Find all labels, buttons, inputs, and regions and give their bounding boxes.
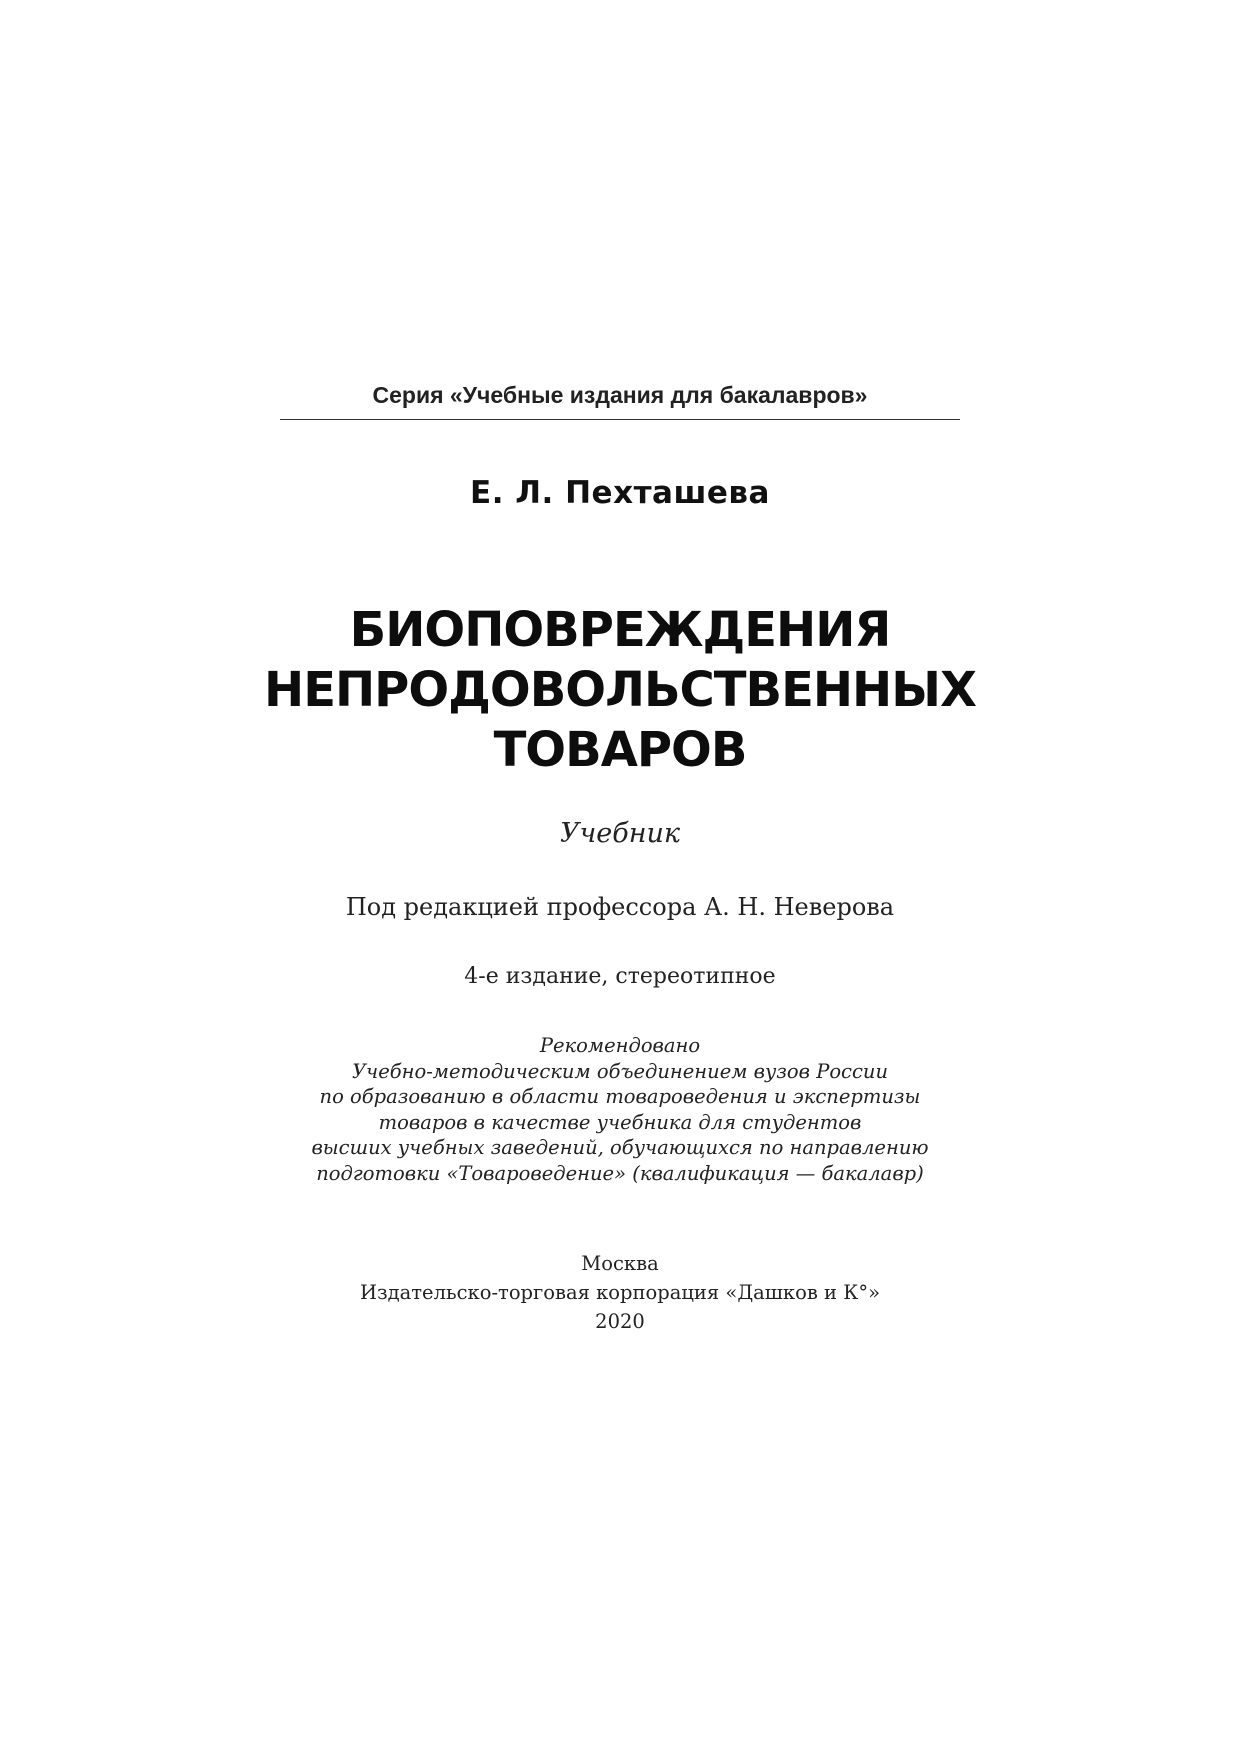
imprint-city: Москва: [581, 1252, 659, 1275]
author-name: Е. Л. Пехташева: [470, 475, 770, 511]
book-title-line: БИОПОВРЕЖДЕНИЯ: [349, 602, 891, 658]
book-title-line: ТОВАРОВ: [493, 722, 747, 778]
edition-info: 4-е издание, стереотипное: [464, 964, 776, 989]
imprint-publisher: Издательско-торговая корпорация «Дашков и К°»: [359, 1281, 881, 1304]
recommendation-line: товаров в качестве учебника для студентов: [378, 1110, 862, 1134]
editor-credit: Под редакцией профессора А. Н. Неверова: [345, 893, 895, 921]
imprint-year: 2020: [595, 1310, 645, 1333]
recommendation-line: Рекомендовано: [539, 1034, 701, 1057]
publication-type: Учебник: [559, 818, 681, 849]
recommendation-line: Учебно-методическим объединением вузов России: [351, 1059, 889, 1083]
book-title: [180, 600, 1060, 780]
recommendation-line: подготовки «Товароведение» (квалификация — бакалавр): [316, 1161, 924, 1185]
recommendation-block: [230, 1033, 1010, 1186]
series-name: Серия «Учебные издания для бакалавров»: [372, 382, 868, 408]
imprint-block: [230, 1249, 1010, 1336]
book-title-line: НЕПРОДОВОЛЬСТВЕННЫХ: [264, 662, 976, 718]
recommendation-line: высших учебных заведений, обучающихся по направлению: [311, 1136, 929, 1159]
recommendation-line: по образованию в области товароведения и экспертизы: [319, 1085, 921, 1108]
series-divider: [280, 419, 960, 420]
